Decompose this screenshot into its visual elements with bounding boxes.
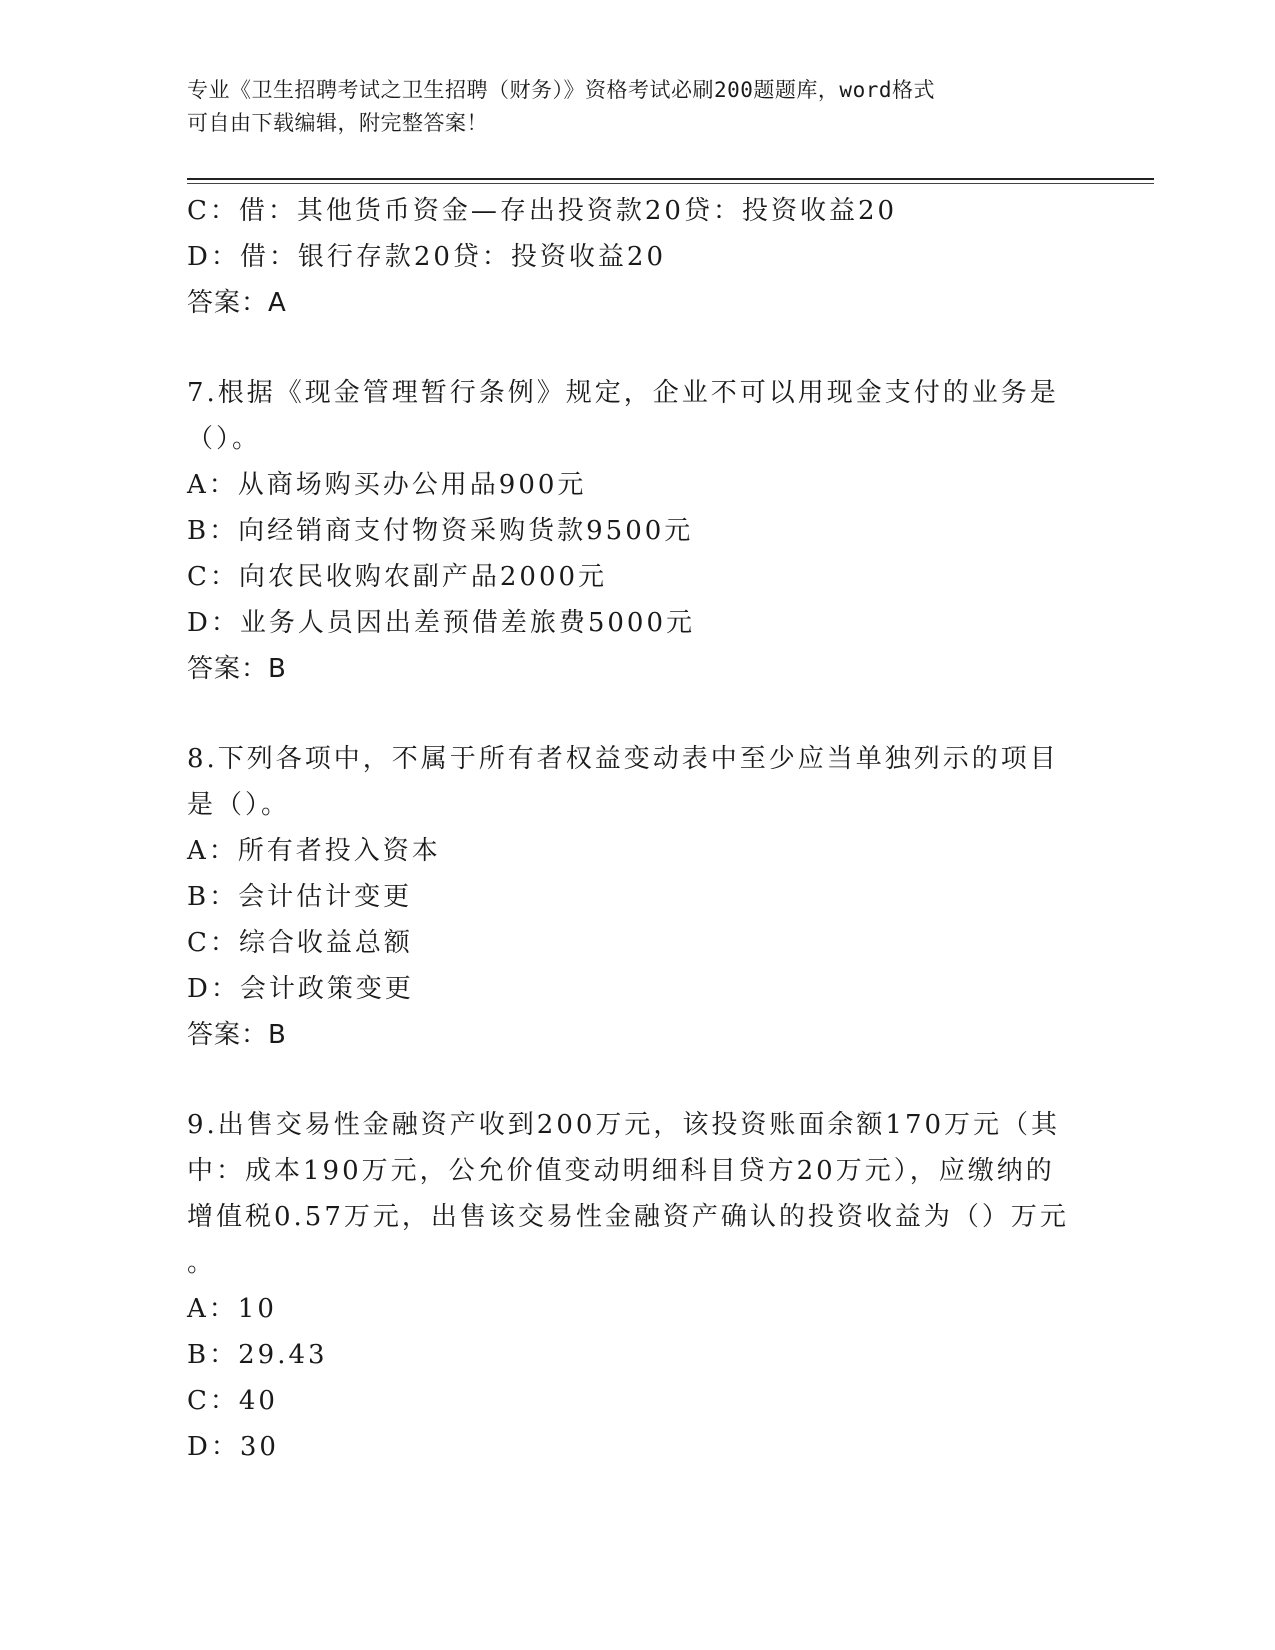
question-text-line: 。 (187, 1248, 217, 1278)
option-d: D：30 (187, 1432, 279, 1462)
option-a: A：从商场购买办公用品900元 (187, 470, 587, 500)
document-body (187, 188, 1087, 1470)
question-text-line: 中：成本190万元，公允价值变动明细科目贷方20万元），应缴纳的 (187, 1156, 1055, 1186)
option-b: B：会计估计变更 (187, 882, 413, 912)
option-d: D：业务人员因出差预借差旅费5000元 (187, 608, 696, 638)
header-line-1: 专业《卫生招聘考试之卫生招聘（财务）》资格考试必刷200题题库，word格式 (187, 78, 935, 102)
document-header (187, 74, 1067, 140)
header-line-2: 可自由下载编辑，附完整答案！ (187, 111, 488, 135)
question-text-line: 8.下列各项中，不属于所有者权益变动表中至少应当单独列示的项目 (187, 744, 1059, 774)
option-c: C：综合收益总额 (187, 928, 413, 958)
option-d: D：会计政策变更 (187, 974, 414, 1004)
question-7 (187, 370, 1087, 692)
option-d: D：借：银行存款20贷：投资收益20 (187, 242, 667, 272)
question-text-line: 7.根据《现金管理暂行条例》规定，企业不可以用现金支付的业务是 (187, 378, 1059, 408)
option-a: A：所有者投入资本 (187, 836, 441, 866)
option-c: C：借：其他货币资金—存出投资款20贷：投资收益20 (187, 196, 898, 226)
answer: 答案：B (187, 1020, 287, 1050)
option-b: B：29.43 (187, 1340, 328, 1370)
question-9 (187, 1102, 1087, 1470)
question-text-line: 增值税0.57万元，出售该交易性金融资产确认的投资收益为（）万元 (187, 1202, 1069, 1232)
option-c: C：40 (187, 1386, 278, 1416)
header-rule-thick (187, 178, 1154, 180)
question-text-line: 9.出售交易性金融资产收到200万元，该投资账面余额170万元（其 (187, 1110, 1061, 1140)
answer: 答案：B (187, 654, 287, 684)
answer: 答案：A (187, 288, 287, 318)
question-text-line: （）。 (187, 424, 262, 454)
header-rule-thin (187, 183, 1154, 184)
option-b: B：向经销商支付物资采购货款9500元 (187, 516, 694, 546)
question-8 (187, 736, 1087, 1058)
question-text-line: 是（）。 (187, 790, 291, 820)
option-c: C：向农民收购农副产品2000元 (187, 562, 608, 592)
option-a: A：10 (187, 1294, 277, 1324)
previous-question-tail (187, 188, 1087, 326)
